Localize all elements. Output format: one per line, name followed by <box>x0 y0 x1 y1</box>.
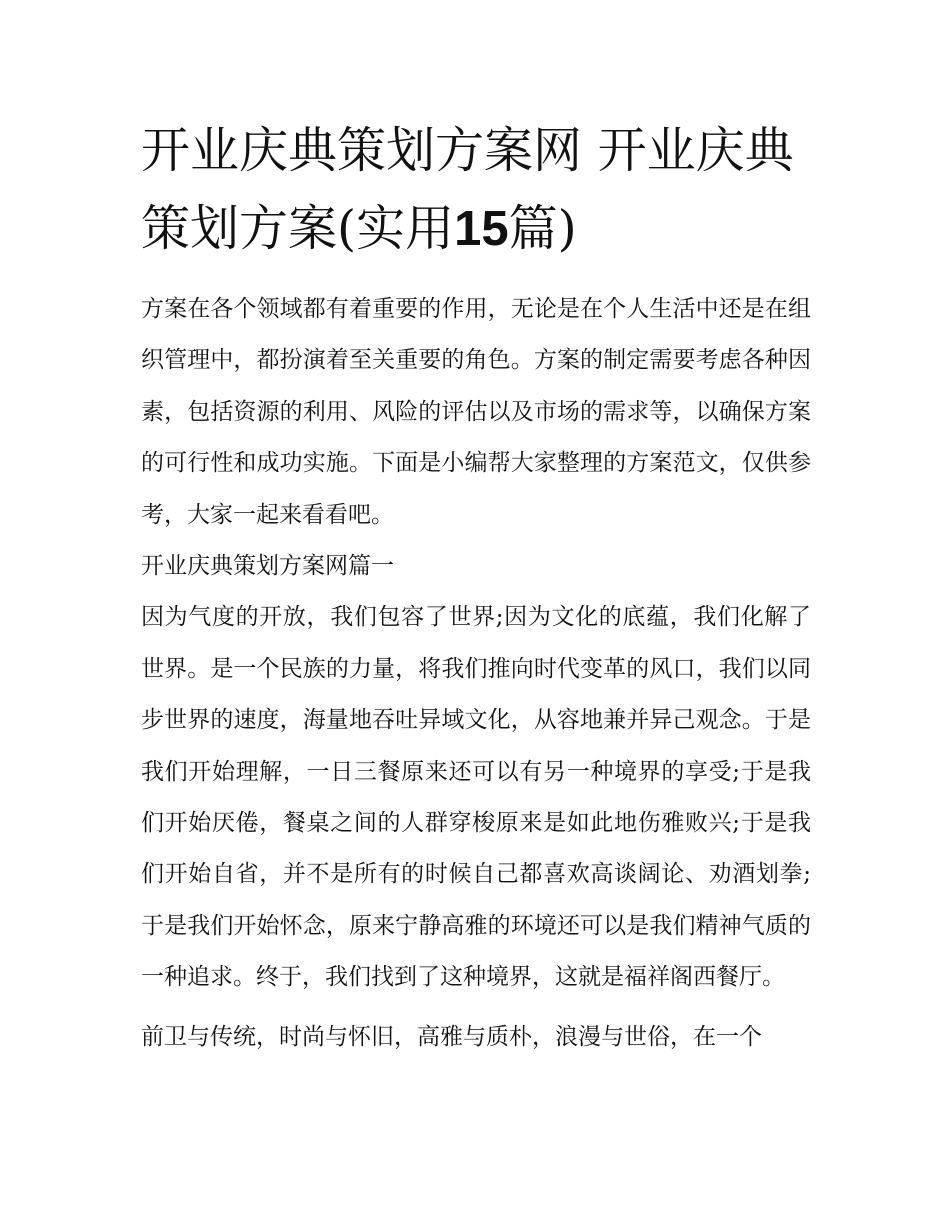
body-paragraph-1: 因为气度的开放，我们包容了世界;因为文化的底蕴，我们化解了世界。是一个民族的力量，将我们推向时代变革的风口，我们以同步世界的速度，海量地吞吐异域文化，从容地兼并异己观念。于是我们开始理解，一日三餐原来还可以有另一种境界的享受;于是我们开始厌倦，餐桌之间的人群穿梭原来是如此地伤雅败兴;于是我们开始自省，并不是所有的时候自己都喜欢高谈阔论、劝酒划拳;于是我们开始怀念，原来宁静高雅的环境还可以是我们精神气质的一种追求。终于，我们找到了这种境界，这就是福祥阁西餐厅。 <box>141 604 811 991</box>
title-number: 15 <box>454 202 509 256</box>
document-title <box>141 112 811 268</box>
body-paragraph-2: 前卫与传统，时尚与怀旧，高雅与质朴，浪漫与世俗，在一个 <box>141 1023 762 1050</box>
document-content <box>141 112 811 1063</box>
title-text-part2: 篇) <box>508 200 577 257</box>
title-text-part1: 开业庆典策划方案网 开业庆典策划方案(实用 <box>141 122 794 257</box>
section-heading: 开业庆典策划方案网篇一 <box>141 553 394 580</box>
intro-paragraph: 方案在各个领域都有着重要的作用，无论是在个人生活中还是在组织管理中，都扮演着至关重要的角色。方案的制定需要考虑各种因素，包括资源的利用、风险的评估以及市场的需求等，以确保方案的可行性和成功实施。下面是小编帮大家整理的方案范文，仅供参考，大家一起来看看吧。 <box>141 296 811 528</box>
